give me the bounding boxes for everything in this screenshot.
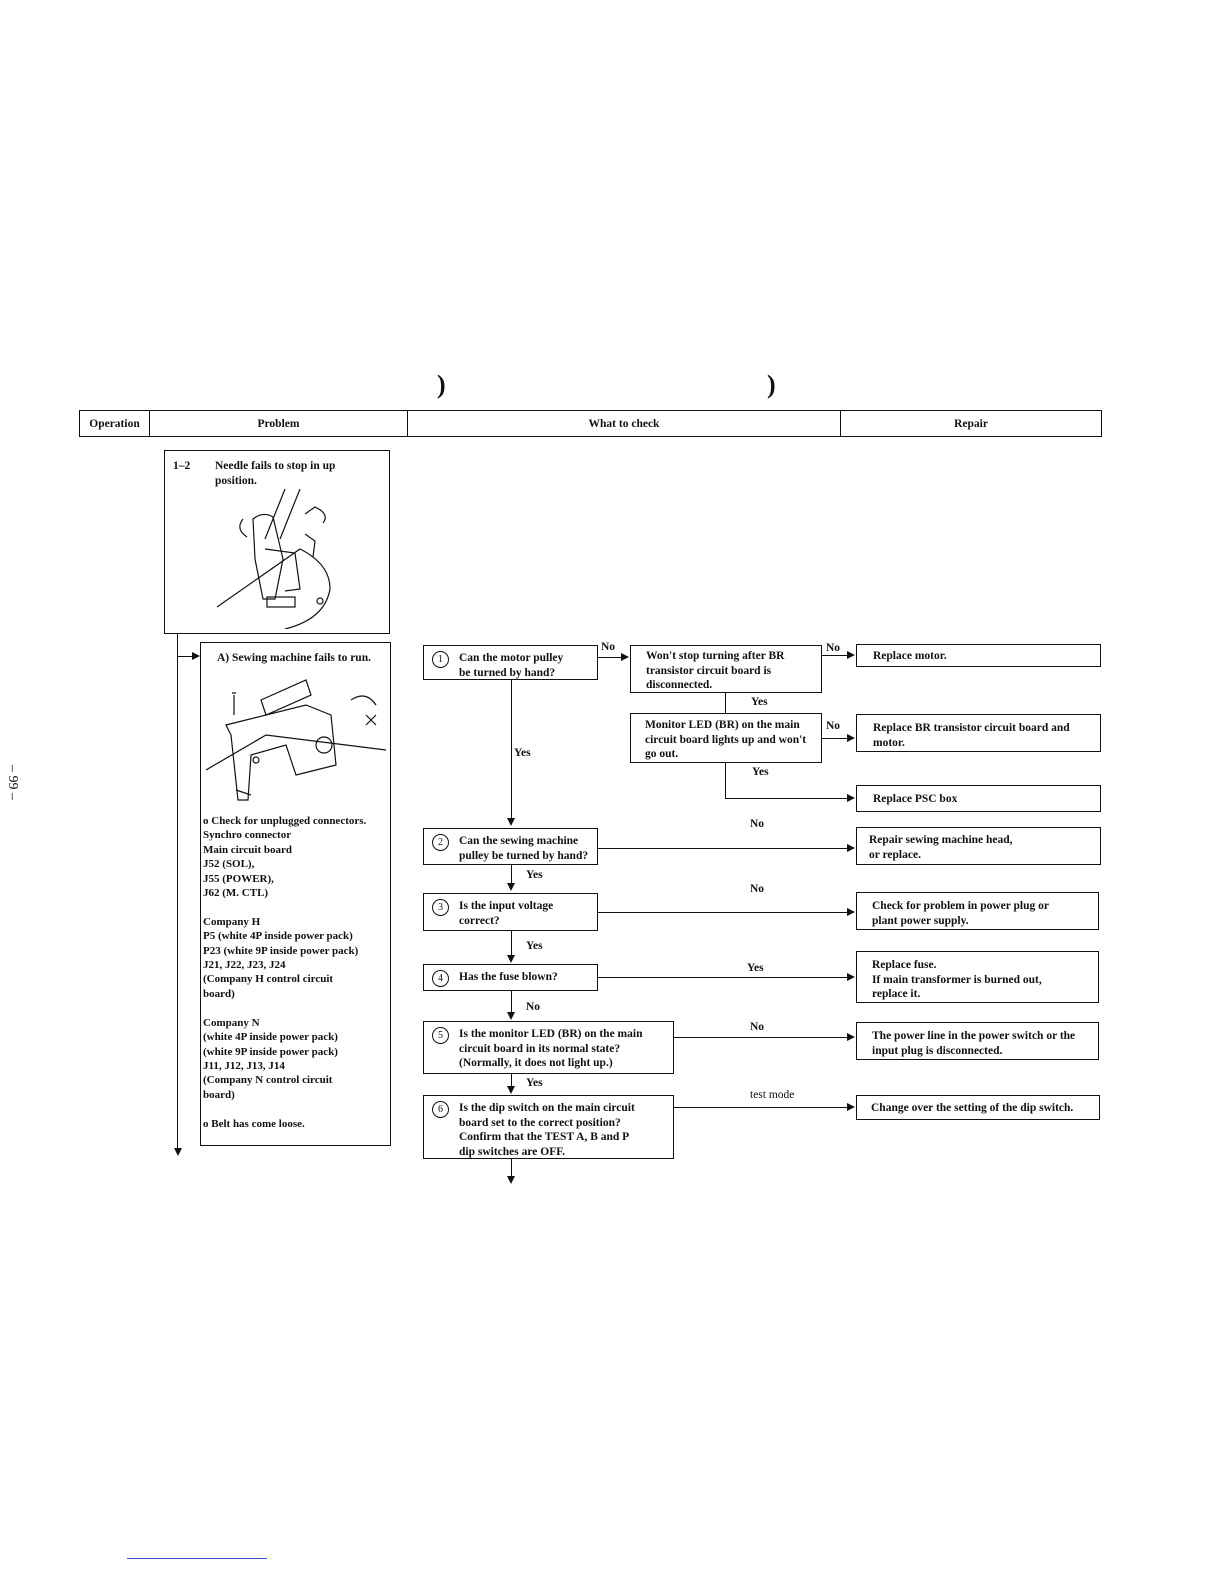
table-header (79, 410, 1102, 437)
arrow-right-icon (847, 1033, 855, 1041)
step-number-5: 5 (432, 1027, 449, 1044)
line-to-r3 (725, 798, 848, 799)
arrow-right-icon (847, 1103, 855, 1111)
sewing-machine-illustration (206, 675, 386, 805)
connector-line (177, 656, 193, 657)
label-yes: Yes (526, 869, 543, 881)
label-no: No (601, 641, 616, 653)
line-q2-no (598, 848, 848, 849)
step-number-4: 4 (432, 970, 449, 987)
label-yes: Yes (526, 1077, 543, 1089)
label-yes: Yes (526, 940, 543, 952)
line-q2-yes (511, 865, 512, 884)
arrow-right-icon (847, 844, 855, 852)
arrow-right-icon (847, 651, 855, 659)
step-number-2: 2 (432, 834, 449, 851)
needle-illustration (205, 489, 365, 629)
check-br1-text: Won't stop turning after BR transistor circuit board is disconnected. (646, 650, 785, 691)
check-br2 (630, 713, 822, 763)
check-q6 (423, 1095, 674, 1159)
connector-notes: o Check for unplugged connectors. Synchro connector Main circuit board J52 (SOL), J55 (POWER), J62 (M. CTL) Company H P5 (white 4P inside power pack) P23 (white 9P inside power pack) J21, J22, J23, J24 (Company H control circuit board) Company N (white 4P inside power pack) (white 9P inside power pack) J11, J12, J13, J14 (Company N control circuit board) o Belt has come loose. (203, 815, 367, 1130)
line-br2-no (822, 738, 848, 739)
arrow-down-icon (507, 1012, 515, 1020)
check-br1 (630, 645, 822, 693)
repair-r1-text: Replace motor. (873, 650, 947, 662)
check-q5 (423, 1021, 674, 1074)
bracket-mark-left: ) (437, 370, 446, 399)
arrow-down-icon (507, 818, 515, 826)
bracket-mark-right: ) (767, 370, 776, 399)
line-q3-no (598, 912, 848, 913)
label-no: No (826, 642, 841, 654)
label-test-mode: test mode (750, 1089, 795, 1101)
repair-r5 (856, 892, 1099, 930)
repair-r1 (856, 644, 1101, 667)
label-yes: Yes (751, 696, 768, 708)
line-q1-yes (511, 680, 512, 819)
repair-r6 (856, 951, 1099, 1003)
arrow-right-icon (847, 734, 855, 742)
problem-box (164, 450, 390, 634)
check-q3-text: Is the input voltage correct? (459, 900, 554, 927)
line-br1-yes (725, 693, 726, 713)
label-no: No (826, 720, 841, 732)
step-number-1: 1 (432, 651, 449, 668)
line-q6-test-mode (674, 1107, 848, 1108)
arrow-down-icon (507, 955, 515, 963)
arrow-right-icon (192, 652, 200, 660)
arrow-right-icon (847, 973, 855, 981)
label-yes: Yes (747, 962, 764, 974)
header-repair: Repair (954, 417, 988, 430)
step-number-3: 3 (432, 899, 449, 916)
repair-r7 (856, 1022, 1099, 1060)
label-yes: Yes (514, 747, 531, 759)
header-problem: Problem (150, 411, 408, 436)
check-q4-text: Has the fuse blown? (459, 971, 558, 983)
label-yes: Yes (752, 766, 769, 778)
page-number: – 99 – (5, 765, 20, 800)
check-q2 (423, 828, 598, 865)
line-q1-no (598, 657, 622, 658)
header-operation: Operation (80, 411, 150, 436)
repair-r8 (856, 1095, 1100, 1120)
label-no: No (750, 883, 765, 895)
check-q4 (423, 964, 598, 991)
check-q5-text: Is the monitor LED (BR) on the main circuit board in its normal state? (Normally, it does not light up.) (459, 1028, 643, 1069)
sub-problem-box (200, 642, 391, 1146)
check-br2-text: Monitor LED (BR) on the main circuit board lights up and won't go out. (645, 719, 807, 760)
repair-r5-text: Check for problem in power plug or plant power supply. (872, 900, 1049, 927)
problem-code: 1–2 (173, 460, 191, 472)
repair-r4 (856, 827, 1101, 865)
line-q5-no (674, 1037, 848, 1038)
check-q1 (423, 645, 598, 680)
line-q4-yes (598, 977, 848, 978)
left-flow-line (177, 634, 178, 1148)
header-what-to-check: What to check (408, 411, 841, 436)
arrow-right-icon (621, 653, 629, 661)
repair-r3 (856, 785, 1101, 812)
problem-title: Needle fails to stop in up position. (215, 460, 336, 487)
repair-r8-text: Change over the setting of the dip switch. (871, 1102, 1074, 1114)
arrow-down-icon (507, 1086, 515, 1094)
line-q4-no (511, 991, 512, 1013)
repair-r4-text: Repair sewing machine head, or replace. (869, 834, 1013, 861)
label-no: No (750, 818, 765, 830)
label-no: No (750, 1021, 765, 1033)
repair-r2-text: Replace BR transistor circuit board and motor. (873, 722, 1070, 749)
arrow-right-icon (847, 908, 855, 916)
repair-r6-text: Replace fuse. If main transformer is burned out, replace it. (872, 959, 1042, 1000)
repair-r2 (856, 714, 1101, 752)
check-q3 (423, 893, 598, 931)
check-q2-text: Can the sewing machine pulley be turned by hand? (459, 835, 589, 862)
arrow-down-icon (174, 1148, 182, 1156)
repair-r7-text: The power line in the power switch or the input plug is disconnected. (872, 1030, 1076, 1057)
arrow-right-icon (847, 794, 855, 802)
arrow-down-icon (507, 883, 515, 891)
line-br1-no (822, 655, 848, 656)
line-q3-yes (511, 931, 512, 956)
label-no: No (526, 1001, 541, 1013)
arrow-down-icon (507, 1176, 515, 1184)
footnote-rule (127, 1558, 267, 1559)
sub-problem-title: A) Sewing machine fails to run. (217, 652, 371, 664)
line-q6-continue (511, 1159, 512, 1177)
line-br2-yes (725, 763, 726, 799)
repair-r3-text: Replace PSC box (873, 793, 958, 805)
check-q6-text: Is the dip switch on the main circuit board set to the correct position? Confirm that the TEST A, B and P dip switches are OFF. (459, 1102, 635, 1158)
check-q1-text: Can the motor pulley be turned by hand? (459, 652, 564, 679)
step-number-6: 6 (432, 1101, 449, 1118)
